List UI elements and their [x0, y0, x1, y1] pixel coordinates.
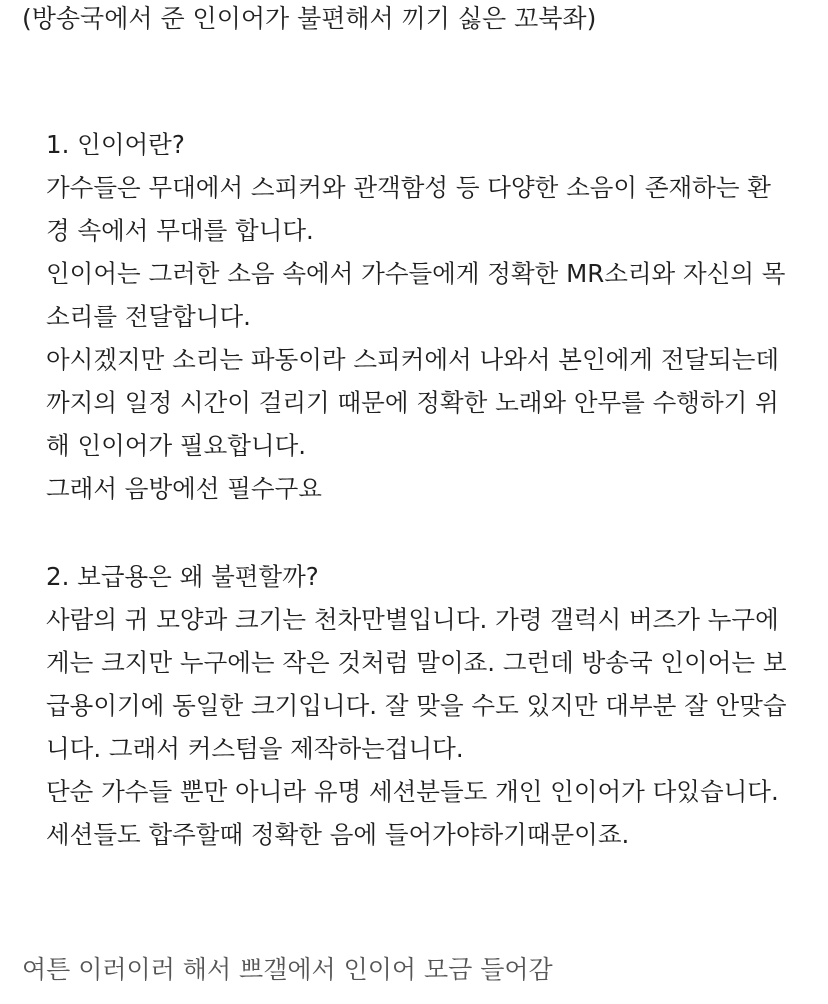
- text-line: 까지의 일정 시간이 걸리기 때문에 정확한 노래와 안무를 수행하기 위: [46, 388, 779, 417]
- section-1-paragraph-1: [46, 166, 786, 252]
- post-title: (방송국에서 준 인이어가 불편해서 끼기 싫은 꼬북좌): [22, 4, 597, 33]
- text-line: 급용이기에 동일한 크기입니다. 잘 맞을 수도 있지만 대부분 잘 안맞습: [46, 691, 787, 720]
- text-line: 그래서 음방에선 필수구요: [46, 474, 322, 503]
- section-1-heading: 1. 인이어란?: [46, 130, 185, 159]
- section-1-paragraph-4: [46, 467, 786, 510]
- text-line: 아시겠지만 소리는 파동이라 스피커에서 나와서 본인에게 전달되는데: [46, 345, 780, 374]
- section-2-paragraph-2: [46, 770, 786, 856]
- section-1: [46, 123, 786, 510]
- text-line: 소리를 전달합니다.: [46, 302, 251, 331]
- text-line: 단순 가수들 뿐만 아니라 유명 세션분들도 개인 인이어가 다있습니다.: [46, 777, 779, 806]
- text-line: 경 속에서 무대를 합니다.: [46, 216, 314, 245]
- section-1-paragraph-3: [46, 338, 786, 467]
- text-line: 해 인이어가 필요합니다.: [46, 431, 307, 460]
- text-line: 사람의 귀 모양과 크기는 천차만별입니다. 가령 갤럭시 버즈가 누구에: [46, 605, 779, 634]
- text-line: 게는 크지만 누구에는 작은 것처럼 말이죠. 그런데 방송국 인이어는 보: [46, 648, 787, 677]
- section-2-heading: 2. 보급용은 왜 불편할까?: [46, 562, 319, 591]
- footer-note: 여튼 이러이러 해서 쁘갤에서 인이어 모금 들어감: [22, 955, 553, 984]
- text-line: 세션들도 합주할때 정확한 음에 들어가야하기때문이죠.: [46, 820, 630, 849]
- text-line: 가수들은 무대에서 스피커와 관객함성 등 다양한 소음이 존재하는 환: [46, 173, 771, 202]
- section-2: [46, 555, 786, 856]
- text-line: 인이어는 그러한 소음 속에서 가수들에게 정확한 MR소리와 자신의 목: [46, 259, 786, 288]
- section-2-paragraph-1: [46, 598, 786, 770]
- section-1-paragraph-2: [46, 252, 786, 338]
- text-line: 니다. 그래서 커스텀을 제작하는겁니다.: [46, 734, 464, 763]
